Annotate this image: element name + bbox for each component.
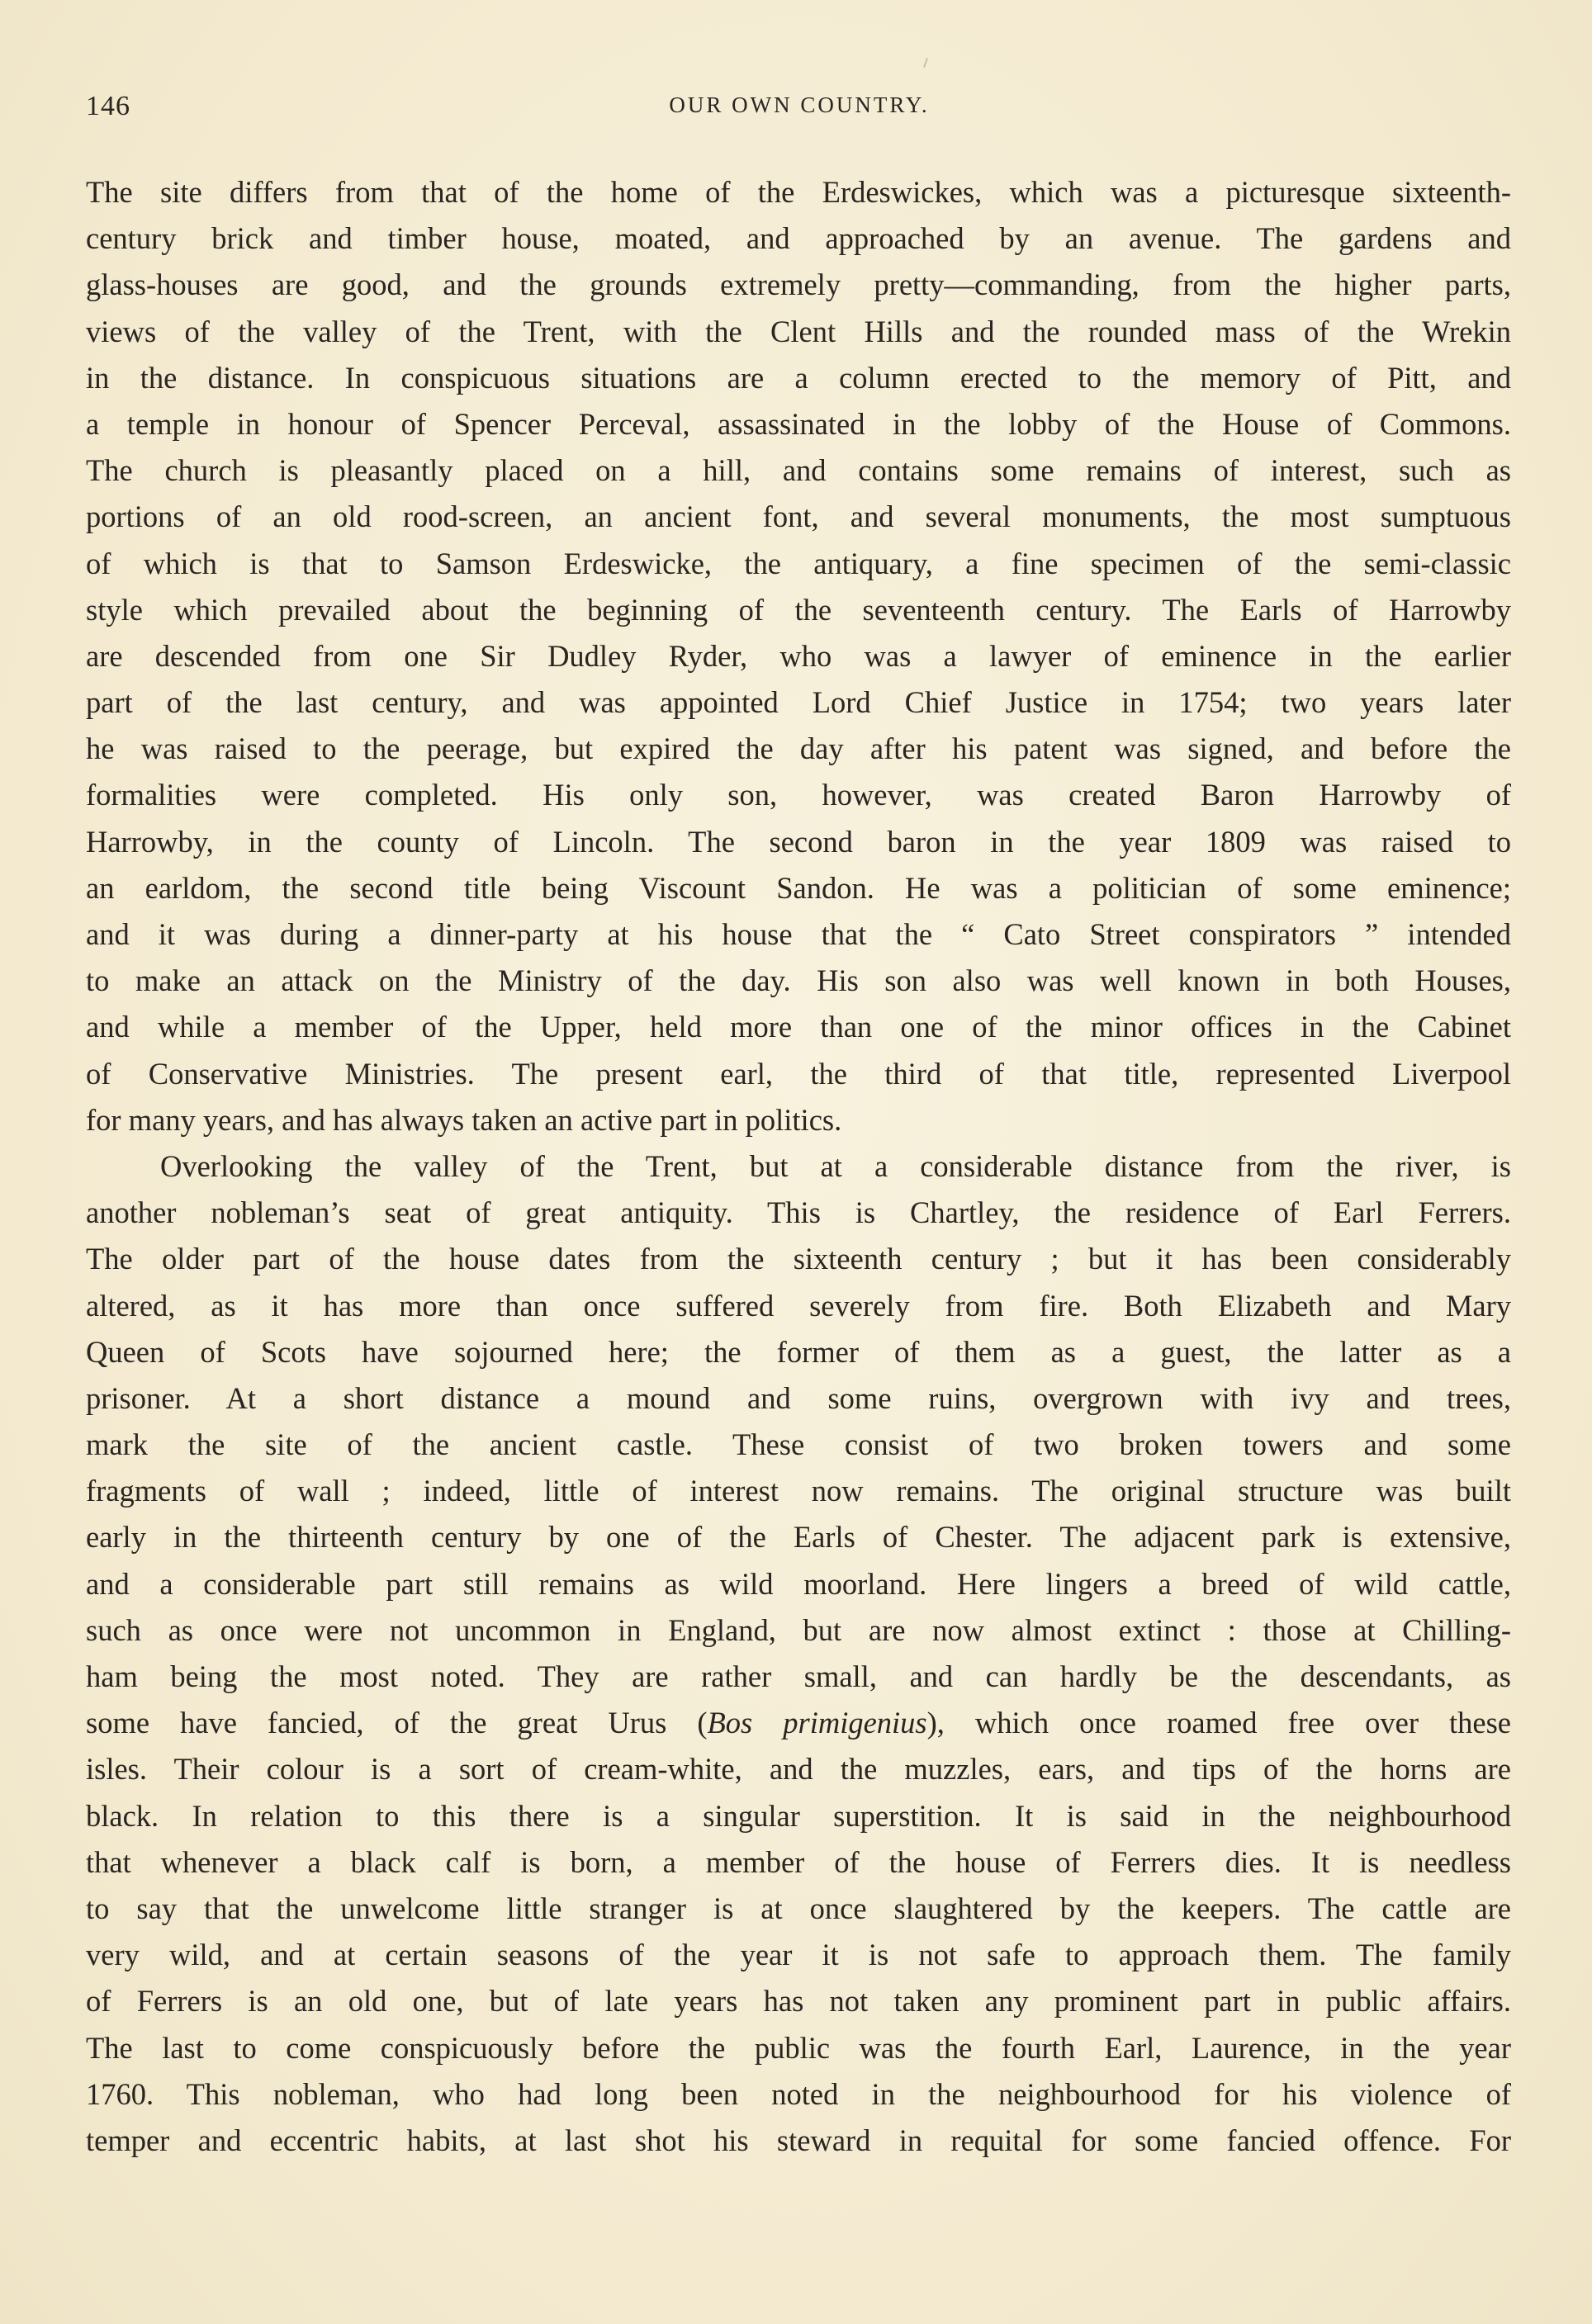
text-line: to say that the unwelcome little stranger is at once slaughtered by the keepers. The cattle are — [86, 1891, 1511, 1925]
text-line: The older part of the house dates from the sixteenth century ; but it has been considerably — [86, 1242, 1511, 1276]
text-line: century brick and timber house, moated, and approached by an avenue. The gardens and — [86, 221, 1511, 256]
text-line: and a considerable part still remains as wild moorland. Here lingers a breed of wild cattle, — [86, 1566, 1511, 1601]
text-line: temper and eccentric habits, at last shot his steward in requital for some fancied offence. For — [86, 2123, 1511, 2157]
text-line: of Ferrers is an old one, but of late years has not taken any prominent part in public affairs. — [86, 1984, 1511, 2019]
body-text — [86, 169, 1511, 2164]
text-line: Queen of Scots have sojourned here; the former of them as a guest, the latter as a — [86, 1334, 1511, 1369]
text-line: mark the site of the ancient castle. These consist of two broken towers and some — [86, 1427, 1511, 1462]
text-line: a temple in honour of Spencer Perceval, assassinated in the lobby of the House of Commons. — [86, 406, 1511, 441]
text-line: part of the last century, and was appointed Lord Chief Justice in 1754; two years later — [86, 685, 1511, 720]
text-line: portions of an old rood-screen, an ancient font, and several monuments, the most sumptuous — [86, 499, 1511, 534]
text-line: The last to come conspicuously before the public was the fourth Earl, Laurence, in the year — [86, 2030, 1511, 2065]
text-line: prisoner. At a short distance a mound and some ruins, overgrown with ivy and trees, — [86, 1380, 1511, 1415]
text-line: Harrowby, in the county of Lincoln. The second baron in the year 1809 was raised to — [86, 824, 1511, 859]
text-line: altered, as it has more than once suffered severely from fire. Both Elizabeth and Mary — [86, 1288, 1511, 1323]
text-line: he was raised to the peerage, but expired the day after his patent was signed, and before the — [86, 731, 1511, 766]
running-head — [86, 91, 1513, 124]
text-line: black. In relation to this there is a singular superstition. It is said in the neighbourhood — [86, 1798, 1511, 1833]
text-line: very wild, and at certain seasons of the year it is not safe to approach them. The family — [86, 1938, 1511, 1972]
text-line: and while a member of the Upper, held more than one of the minor offices in the Cabinet — [86, 1010, 1511, 1044]
text-line: and it was during a dinner-party at his house that the “ Cato Street conspirators ” intended — [86, 917, 1511, 951]
text-line: of Conservative Ministries. The present earl, the third of that title, represented Liverpool — [86, 1056, 1511, 1091]
text-line: to make an attack on the Ministry of the day. His son also was well known in both Houses, — [86, 963, 1511, 998]
text-line: 1760. This nobleman, who had long been noted in the neighbourhood for his violence of — [86, 2076, 1511, 2111]
text-line: some have fancied, of the great Urus (Bos primigenius), which once roamed free over these — [86, 1706, 1511, 1740]
text-line: The church is pleasantly placed on a hill, and contains some remains of interest, such as — [86, 453, 1511, 488]
text-line: fragments of wall ; indeed, little of interest now remains. The original structure was built — [86, 1474, 1511, 1508]
running-title: OUR OWN COUNTRY. — [669, 92, 930, 117]
latin-name: Bos primigenius — [707, 1706, 927, 1740]
text-line: in the distance. In conspicuous situations are a column erected to the memory of Pitt, and — [86, 360, 1511, 395]
text-line: glass-houses are good, and the grounds extremely pretty—commanding, from the higher parts, — [86, 267, 1511, 302]
text-line: views of the valley of the Trent, with the Clent Hills and the rounded mass of the Wrekin — [86, 314, 1511, 348]
paragraph-start-line: Overlooking the valley of the Trent, but at a considerable distance from the river, is — [160, 1148, 1511, 1183]
text-line: of which is that to Samson Erdeswicke, the antiquary, a fine specimen of the semi-classic — [86, 546, 1511, 580]
text-line: early in the thirteenth century by one of the Earls of Chester. The adjacent park is extensive, — [86, 1520, 1511, 1555]
text-line: ham being the most noted. They are rather small, and can hardly be the descendants, as — [86, 1659, 1511, 1693]
text-line: The site differs from that of the home of the Erdeswickes, which was a picturesque sixteenth- — [86, 175, 1511, 209]
text-line: are descended from one Sir Dudley Ryder, who was a lawyer of eminence in the earlier — [86, 638, 1511, 673]
text-line: an earldom, the second title being Viscount Sandon. He was a politician of some eminence; — [86, 870, 1511, 905]
text-line: such as once were not uncommon in England, but are now almost extinct : those at Chilling- — [86, 1612, 1511, 1647]
text-line: formalities were completed. His only son, however, was created Baron Harrowby of — [86, 778, 1511, 812]
text-line: isles. Their colour is a sort of cream-white, and the muzzles, ears, and tips of the horns are — [86, 1752, 1511, 1787]
page-number: 146 — [86, 91, 130, 121]
paper-speck — [923, 58, 928, 68]
text-line: that whenever a black calf is born, a member of the house of Ferrers dies. It is needless — [86, 1844, 1511, 1879]
text-line: another nobleman’s seat of great antiquity. This is Chartley, the residence of Earl Ferrers. — [86, 1195, 1511, 1230]
text-line: style which prevailed about the beginning of the seventeenth century. The Earls of Harrowby — [86, 592, 1511, 627]
paragraph-end-line: for many years, and has always taken an active part in politics. — [86, 1102, 842, 1137]
